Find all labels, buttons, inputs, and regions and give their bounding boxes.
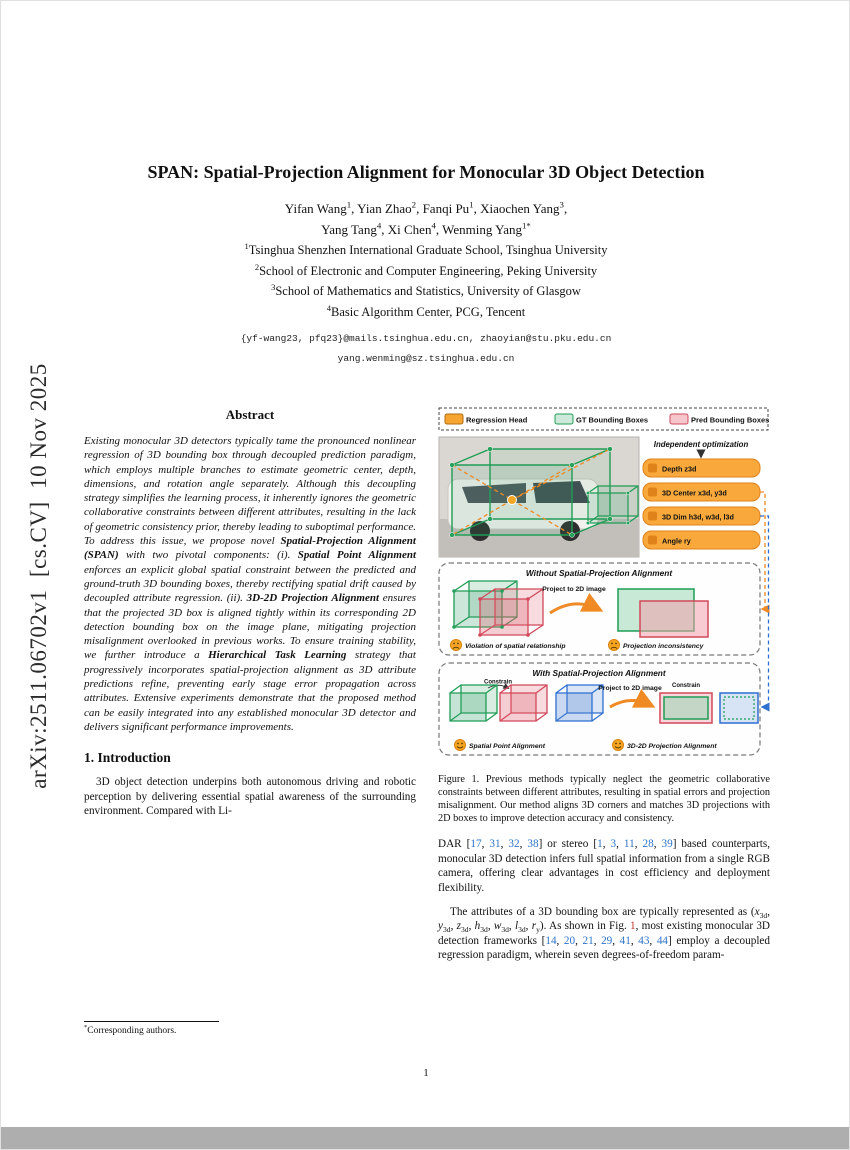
issue1-label: Violation of spatial relationship xyxy=(465,643,566,650)
citation-link[interactable]: 14 xyxy=(545,934,557,947)
page-number: 1 xyxy=(423,1067,429,1079)
citation-link[interactable]: 38 xyxy=(527,838,539,851)
chip-3d-dim xyxy=(643,507,760,525)
sad-face-icon xyxy=(609,640,620,651)
citation-link[interactable]: 39 xyxy=(661,838,673,851)
body-paragraph-2: The attributes of a 3D bounding box are typically represented as ($x_{3d}$, $y_{3d}$, $z_{3d}$, $h_{3d}$, $w_{3d}$, $l_{3d}$, $r_y$). As shown in Fig. 1, most existing monocular 3D detection frameworks [14, 20, 21, 29, 41, 43, 44] employ a decoupled regression paradigm, wherein seven degrees-of-freedom param- xyxy=(438,905,771,962)
email-block xyxy=(86,329,766,369)
citation-link[interactable]: 31 xyxy=(489,838,501,851)
good2-label: 3D-2D Projection Alignment xyxy=(627,743,717,750)
smiley-face-icon xyxy=(613,740,624,751)
footnote-block xyxy=(84,1021,416,1036)
pred-boxes-swatch xyxy=(670,414,688,424)
depth-icon xyxy=(648,464,657,473)
email-line-1[interactable]: {yf-wang23, pfq23}@mails.tsinghua.edu.cn, zhaoyian@stu.pku.edu.cn xyxy=(240,333,612,344)
affiliation-3: $^3$School of Mathematics and Statistics, University of Glasgow xyxy=(271,281,581,298)
citation-link[interactable]: 21 xyxy=(582,934,594,947)
project-to-2d-label: Project to 2D image xyxy=(598,685,662,692)
blue-connector-line xyxy=(760,516,769,707)
sad-face-icon xyxy=(451,640,462,651)
citation-link[interactable]: 20 xyxy=(563,934,576,947)
footnote-rule xyxy=(84,1021,219,1022)
figure-legend xyxy=(439,408,769,430)
right-column xyxy=(438,407,770,972)
citation-link[interactable]: 29 xyxy=(601,934,613,947)
chip-angle xyxy=(643,531,760,549)
center-icon xyxy=(648,488,657,497)
regression-chips xyxy=(643,459,760,549)
regression-head-swatch xyxy=(445,414,463,424)
gt-boxes-swatch xyxy=(555,414,573,424)
body-paragraph-1: DAR [17, 31, 32, 38] or stereo [1, 3, 11, 28, 39] based counterparts, monocular 3D detection infers full spatial information from a single RGB camera, offering clear advantages in cost efficiency and deployment flexibility. xyxy=(438,838,771,894)
introduction-paragraph: 3D object detection underpins both autonomous driving and robotic perception by delivering essential spatial awareness of the surrounding environment. Compared with Li- xyxy=(84,776,416,818)
angle-icon xyxy=(648,536,657,545)
arxiv-stamp: arXiv:2511.06702v1 [cs.CV] 10 Nov 2025 xyxy=(26,363,51,789)
citation-link[interactable]: 32 xyxy=(508,838,520,851)
author-block xyxy=(86,198,766,369)
smiley-face-icon xyxy=(455,740,466,751)
constrain-label-2: Constrain xyxy=(671,683,701,689)
citation-link[interactable]: 11 xyxy=(623,838,635,851)
viewer-background xyxy=(1,1127,850,1149)
issue2-label: Projection inconsistency xyxy=(623,643,704,650)
panel-without-title: Without Spatial-Projection Alignment xyxy=(525,568,673,578)
legend-pred-boxes-label: Pred Bounding Boxes xyxy=(691,415,770,425)
good1-label: Spatial Point Alignment xyxy=(469,743,546,750)
paper-title: SPAN: Spatial-Projection Alignment for Monocular 3D Object Detection xyxy=(147,162,705,183)
citation-link[interactable]: 1 xyxy=(597,838,603,851)
car-scene xyxy=(439,437,639,557)
independent-optimization-label: Independent optimization xyxy=(653,440,749,449)
chip-depth xyxy=(643,459,760,477)
affiliation-1: $^1$Tsinghua Shenzhen International Graduate School, Tsinghua University xyxy=(244,240,608,257)
abstract-body: Existing monocular 3D detectors typically tame the pronounced nonlinear regression of 3D bounding box through decoupled prediction paradigm, which employs multiple branches to estimate geometric center, depth, dimensions, and rotation angle separately. Although this decoupling strategy simplifies the learning process, it inherently ignores the geometric collaborative constraints between different attributes, resulting in the lack of geometric consistency prior, thereby leading to suboptimal performance. To address this issue, we propose novel Spatial-Projection Alignment (SPAN) with two pivotal components: (i). Spatial Point Alignment enforces an explicit global spatial constraint between the predicted and ground-truth 3D bounding boxes, thereby rectifying spatial drift caused by decoupled attribute regression. (ii). 3D-2D Projection Alignment ensures that the projected 3D box is aligned tightly within its corresponding 2D detection bounding box on the image plane, mitigating projection misalignment overlooked in previous works. To ensure training stability, we further introduce a Hierarchical Task Learning strategy that progressively incorporates spatial-projection alignment as 3D attribute predictions refine, preventing early stage error propagation across attributes. Extensive experiments demonstrate that the proposed method can be easily integrated into any established monocular 3D detector and delivers significant performance improvements. xyxy=(84,435,417,733)
email-line-2[interactable]: yang.wenming@sz.tsinghua.edu.cn xyxy=(337,353,515,364)
author-line-1: Yifan Wang$^1$, Yian Zhao$^2$, Fanqi Pu$^1$, Xiaochen Yang$^3$, xyxy=(284,199,568,216)
corresponding-author-footnote: *Corresponding authors. xyxy=(84,1023,177,1036)
figure-1 xyxy=(438,407,770,759)
figure-ref-link[interactable]: 1 xyxy=(630,920,636,933)
project-to-2d-label: Project to 2D image xyxy=(542,586,606,593)
dimension-icon xyxy=(648,512,657,521)
chip-angle-label: Angle ry xyxy=(662,536,691,546)
panel-with-title: With Spatial-Projection Alignment xyxy=(532,668,666,678)
legend-gt-boxes-label: GT Bounding Boxes xyxy=(576,415,649,425)
center-point xyxy=(508,496,517,505)
citation-link[interactable]: 3 xyxy=(610,838,617,851)
affiliation-4: $^4$Basic Algorithm Center, PCG, Tencent xyxy=(326,302,526,319)
affiliation-2: $^2$School of Electronic and Computer Engineering, Peking University xyxy=(254,261,598,278)
pred-2d-projection xyxy=(640,601,708,637)
author-line-2: Yang Tang$^4$, Xi Chen$^4$, Wenming Yang$^{1*}$ xyxy=(321,220,531,237)
chip-3d-center-label: 3D Center x3d, y3d xyxy=(662,488,727,498)
aligned-gt-2d-box xyxy=(664,697,708,719)
chip-3d-dim-label: 3D Dim h3d, w3d, l3d xyxy=(662,512,734,522)
abstract-heading: Abstract xyxy=(225,407,275,422)
chip-3d-center xyxy=(643,483,760,501)
chip-depth-label: Depth z3d xyxy=(662,464,697,474)
orange-connector-line xyxy=(760,492,765,609)
citation-link[interactable]: 43 xyxy=(638,934,650,947)
constrain-label-1: Constrain xyxy=(483,679,513,686)
citation-link[interactable]: 41 xyxy=(619,934,631,947)
section-heading-introduction: 1. Introduction xyxy=(84,750,171,766)
figure-caption: Figure 1. Previous methods typically neglect the geometric collaborative constraints between different attributes, resulting in spatial errors and projection misalignment. Our method aligns 3D corners and matches 3D projections with 2D boxes to improve detection accuracy and consistency. xyxy=(438,774,770,825)
citation-link[interactable]: 17 xyxy=(470,838,482,851)
panel-with-alignment xyxy=(439,663,760,755)
panel-without-alignment xyxy=(439,563,760,655)
left-column xyxy=(84,407,416,828)
legend-regression-head-label: Regression Head xyxy=(466,415,528,425)
citation-link[interactable]: 28 xyxy=(642,838,654,851)
citation-link[interactable]: 44 xyxy=(656,934,668,947)
